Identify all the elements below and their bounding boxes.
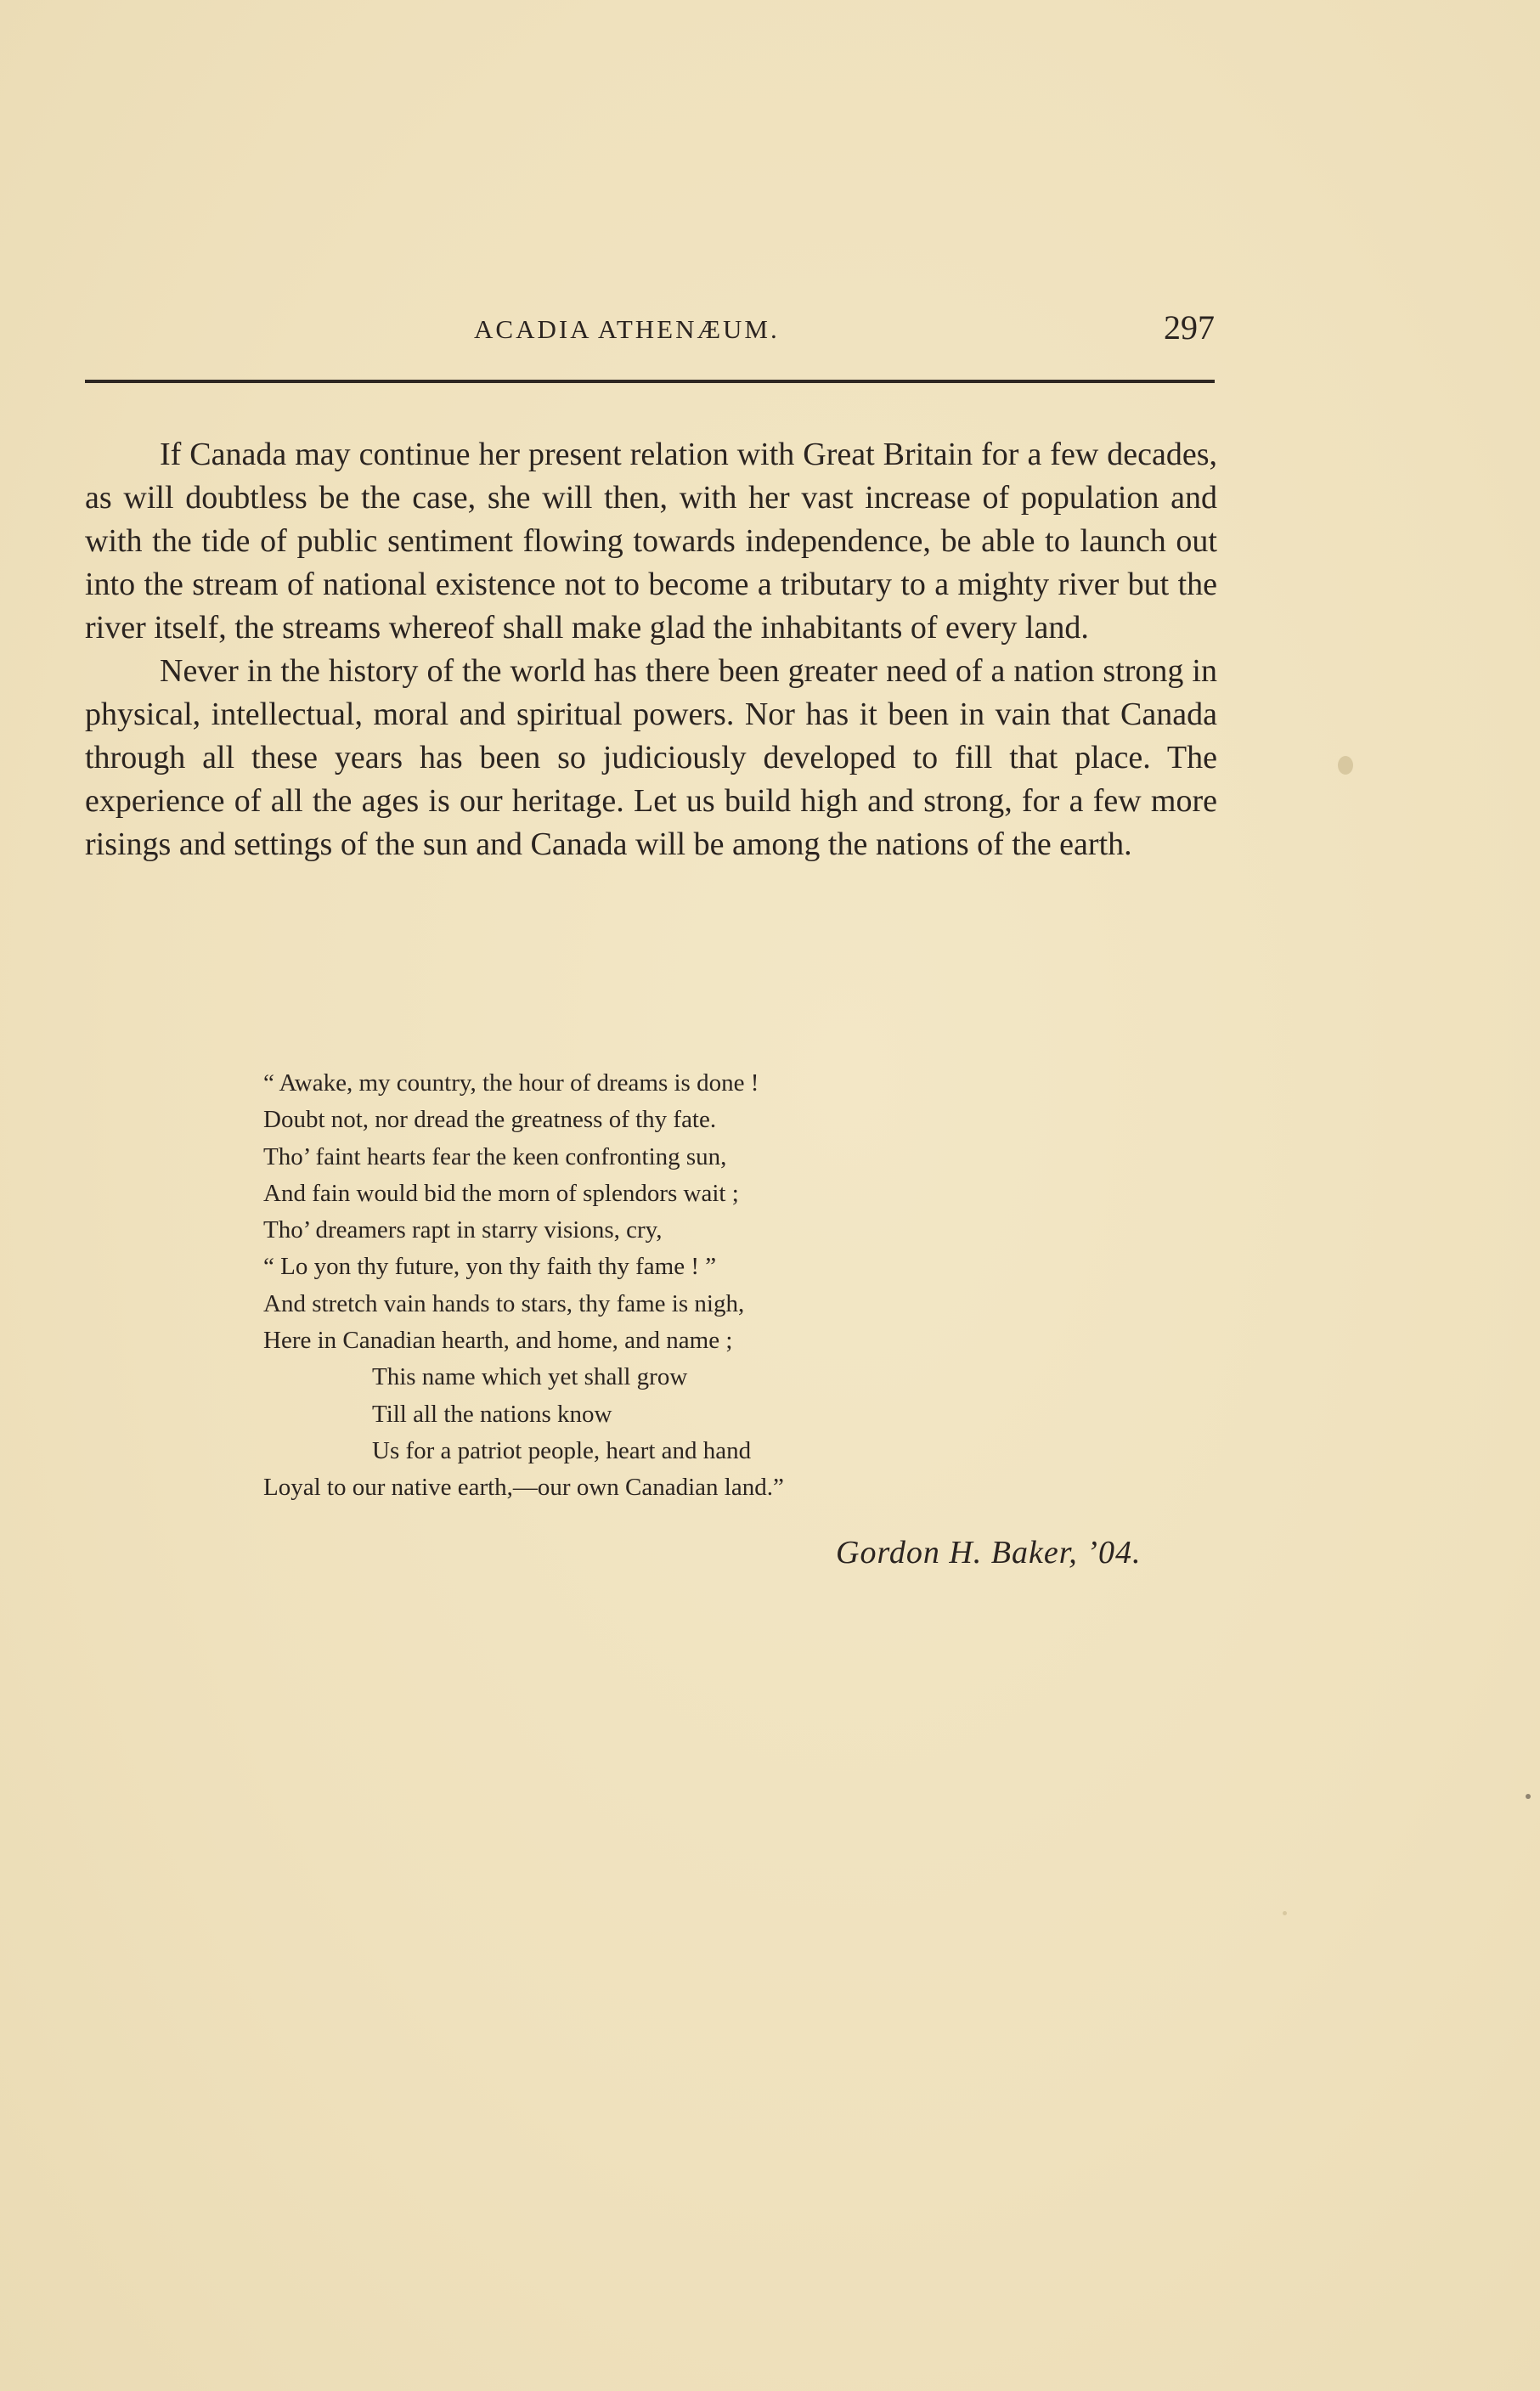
header-rule (85, 380, 1215, 383)
poem-line: This name which yet shall grow (372, 1363, 688, 1391)
page-header (85, 306, 1215, 357)
poem-line: Tho’ faint hearts fear the keen confronting sun, (263, 1142, 727, 1170)
paper-speck (1338, 756, 1353, 775)
poem-line: Us for a patriot people, heart and hand (372, 1436, 752, 1464)
poem-line: Tho’ dreamers rapt in starry visions, cry, (263, 1216, 663, 1244)
author-signature: Gordon H. Baker, ’04. (836, 1535, 1142, 1571)
poem-line: Doubt not, nor dread the greatness of thy fate. (263, 1106, 717, 1134)
poem-line: And fain would bid the morn of splendors wait ; (263, 1179, 739, 1207)
poem-line: And stretch vain hands to stars, thy fame is nigh, (263, 1289, 745, 1317)
poem-line: Here in Canadian hearth, and home, and name ; (263, 1327, 733, 1355)
poem-quotation (263, 1065, 784, 1507)
paper-speck (1283, 1911, 1287, 1915)
running-title: ACADIA ATHENÆUM. (474, 314, 780, 344)
poem-line: Loyal to our native earth,—our own Canadian land.” (263, 1474, 784, 1502)
poem-line: Till all the nations know (372, 1400, 612, 1428)
paragraph-2: Never in the history of the world has there been greater need of a nation strong in physical, intellectual, moral and spiritual powers. Nor has it been in vain that Canada through all these years has been so judiciously developed to fill that place. The experience of all the ages is our heritage. Let us build high and strong, for a few more risings and settings of the sun and Canada will be among the nations of the earth. (85, 653, 1217, 862)
paragraph-1: If Canada may continue her present relation with Great Britain for a few decades, as will doubtless be the case, she will then, with her vast increase of population and with the tide of public sentiment flowing towards independence, be able to launch out into the stream of national existence not to become a tributary to a mighty river but the river itself, the streams whereof shall make glad the inhabitants of every land. (85, 437, 1217, 646)
article-body (85, 433, 1217, 866)
poem-line: “ Lo yon thy future, yon thy faith thy fame ! ” (263, 1253, 717, 1281)
poem-line: “ Awake, my country, the hour of dreams is done ! (263, 1069, 759, 1097)
paper-speck (1526, 1794, 1531, 1799)
page-number: 297 (1164, 308, 1215, 347)
